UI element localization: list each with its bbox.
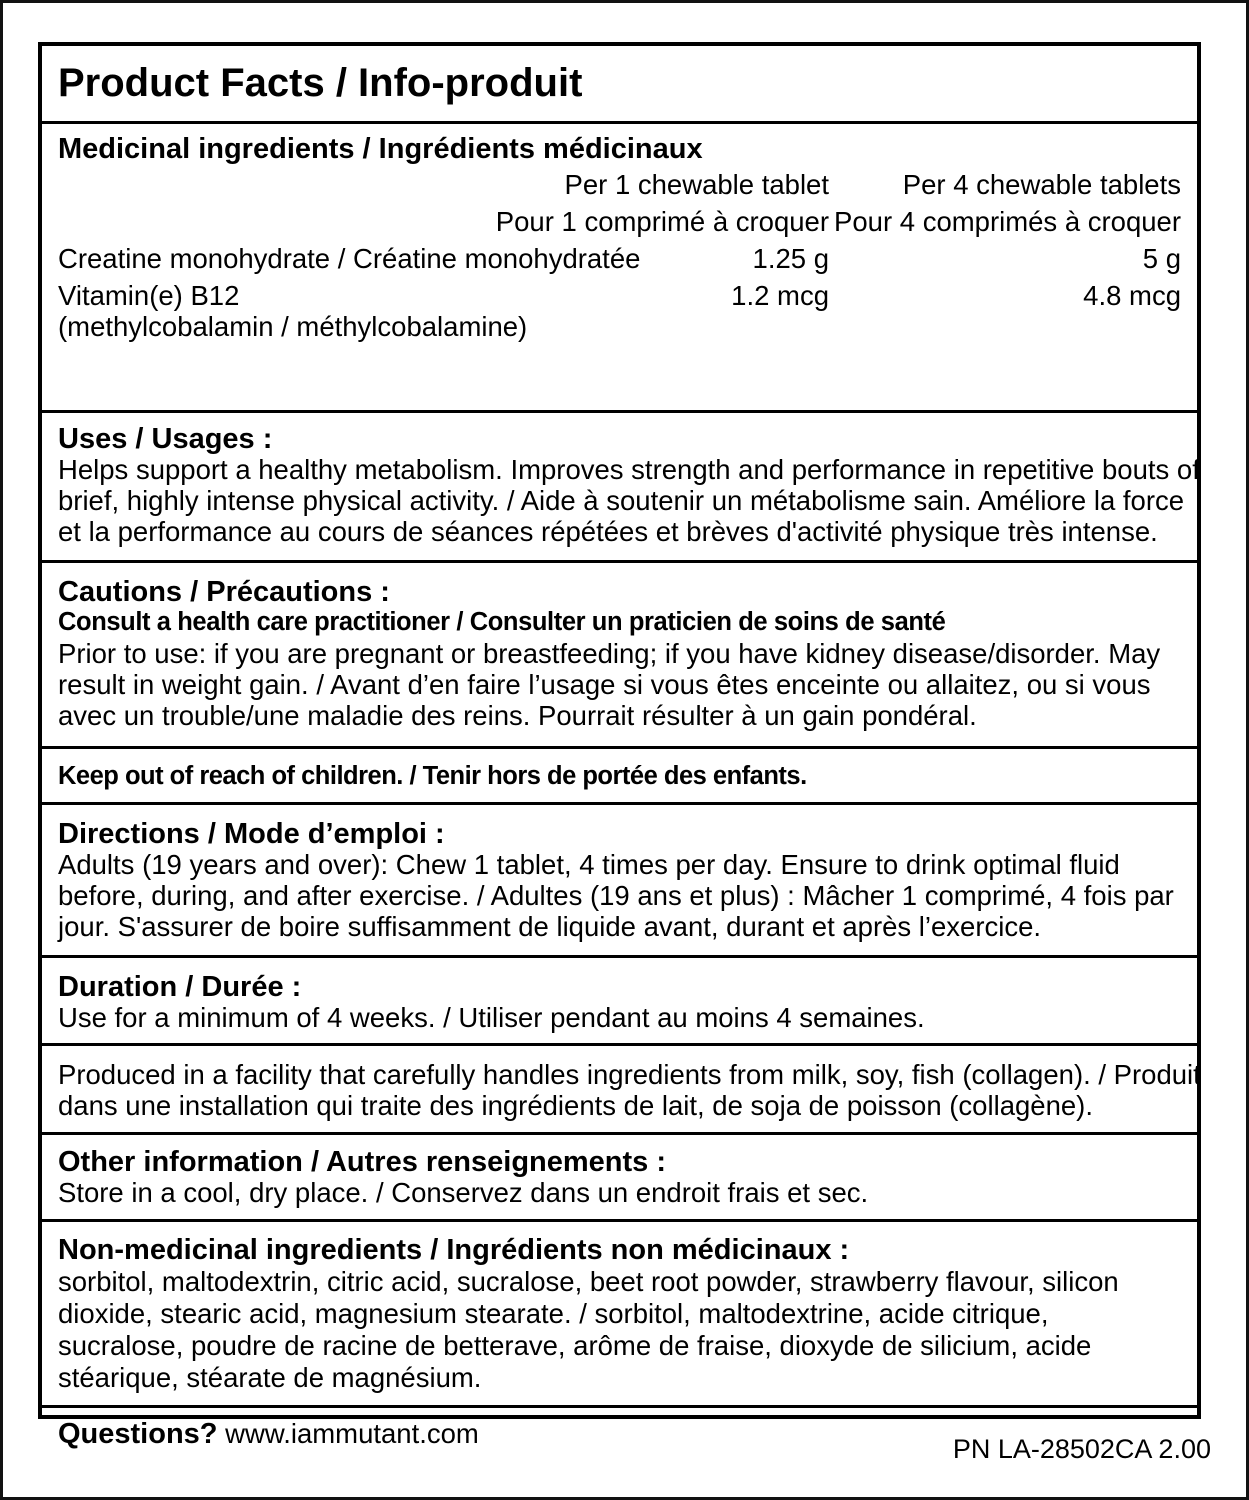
uses-line: brief, highly intense physical activity. / Aide à soutenir un métabolisme sain. Améliore la force (58, 485, 1185, 516)
non-medicinal-heading: Non-medicinal ingredients / Ingrédients non médicinaux : (58, 1234, 850, 1266)
allergen-line: dans une installation qui traite des ingrédients de lait, de soja de poisson (collagène). (58, 1090, 1093, 1121)
cautions-line: Prior to use: if you are pregnant or breastfeeding; if you have kidney disease/disorder. May (58, 638, 1161, 669)
ingredient-name: Vitamin(e) B12 (58, 280, 240, 311)
ingredient-per4: 4.8 mcg (1083, 280, 1181, 311)
keep-out-section (42, 749, 1197, 805)
non-medicinal-line: sucralose, poudre de racine de betterave, arôme de fraise, dioxyde de silicium, acide (58, 1330, 1092, 1361)
col-per4-header: Per 4 chewable tablets (902, 169, 1181, 200)
non-medicinal-line: dioxide, stearic acid, magnesium stearate. / sorbitol, maltodextrine, acide citrique, (58, 1298, 1049, 1329)
ingredient-name-detail: (methylcobalamin / méthylcobalamine) (58, 311, 528, 342)
uses-line: Helps support a healthy metabolism. Improves strength and performance in repetitive bouts of (58, 454, 1200, 485)
medicinal-heading: Medicinal ingredients / Ingrédients médicinaux (58, 133, 703, 165)
col-per1-header-fr: Pour 1 comprimé à croquer (495, 206, 829, 237)
column-header-row-2 (58, 203, 1181, 240)
column-header-row-1 (58, 166, 1181, 203)
questions-label: Questions? (58, 1418, 218, 1450)
non-medicinal-line: sorbitol, maltodextrin, citric acid, sucralose, beet root powder, strawberry flavour, silicon (58, 1266, 1119, 1297)
ingredient-row (58, 277, 1181, 314)
ingredient-name: Creatine monohydrate / Créatine monohydratée (58, 243, 641, 274)
other-info-section (42, 1135, 1197, 1222)
duration-heading: Duration / Durée : (58, 971, 302, 1003)
uses-heading: Uses / Usages : (58, 423, 273, 455)
directions-line: Adults (19 years and over): Chew 1 tablet, 4 times per day. Ensure to drink optimal fluid (58, 849, 1120, 880)
uses-line: et la performance au cours de séances répétées et brèves d'activité physique très intense. (58, 516, 1158, 547)
keep-out-warning: Keep out of reach of children. / Tenir hors de portée des enfants. (58, 762, 807, 790)
website-link[interactable]: www.iammutant.com (225, 1418, 479, 1449)
title-section (42, 46, 1197, 124)
cautions-section (42, 563, 1197, 749)
directions-line: jour. S'assurer de boire suffisamment de liquide avant, durant et après l’exercice. (58, 911, 1042, 942)
label-title: Product Facts / Info-produit (58, 61, 583, 105)
duration-section (42, 958, 1197, 1046)
other-info-line: Store in a cool, dry place. / Conservez dans un endroit frais et sec. (58, 1177, 869, 1208)
medicinal-section (42, 124, 1197, 413)
directions-heading: Directions / Mode d’emploi : (58, 818, 445, 850)
cautions-subheading: Consult a health care practitioner / Consulter un praticien de soins de santé (58, 608, 946, 636)
other-info-heading: Other information / Autres renseignements : (58, 1146, 667, 1178)
allergen-section (42, 1046, 1201, 1135)
allergen-line: Produced in a facility that carefully handles ingredients from milk, soy, fish (collagen). / Produit (58, 1059, 1201, 1090)
ingredient-row-continued (58, 311, 1181, 344)
directions-line: before, during, and after exercise. / Adultes (19 ans et plus) : Mâcher 1 comprimé, 4 fois par (58, 880, 1174, 911)
duration-line: Use for a minimum of 4 weeks. / Utiliser pendant au moins 4 semaines. (58, 1002, 925, 1033)
part-number: PN LA-28502CA 2.00 (952, 1434, 1211, 1464)
uses-section (42, 413, 1200, 563)
ingredient-per4: 5 g (1142, 243, 1181, 274)
ingredient-row (58, 240, 1181, 277)
cautions-line: avec un trouble/une maladie des reins. Pourrait résulter à un gain pondéral. (58, 700, 977, 731)
cautions-line: result in weight gain. / Avant d’en faire l’usage si vous êtes enceinte ou allaitez, ou si vous (58, 669, 1151, 700)
directions-section (42, 805, 1197, 958)
ingredient-per1: 1.2 mcg (731, 280, 829, 311)
non-medicinal-section (42, 1222, 1197, 1408)
col-per4-header-fr: Pour 4 comprimés à croquer (834, 206, 1181, 237)
cautions-heading: Cautions / Précautions : (58, 576, 390, 608)
non-medicinal-line: stéarique, stéarate de magnésium. (58, 1362, 482, 1393)
ingredient-per1: 1.25 g (752, 243, 829, 274)
col-per1-header: Per 1 chewable tablet (564, 169, 829, 200)
